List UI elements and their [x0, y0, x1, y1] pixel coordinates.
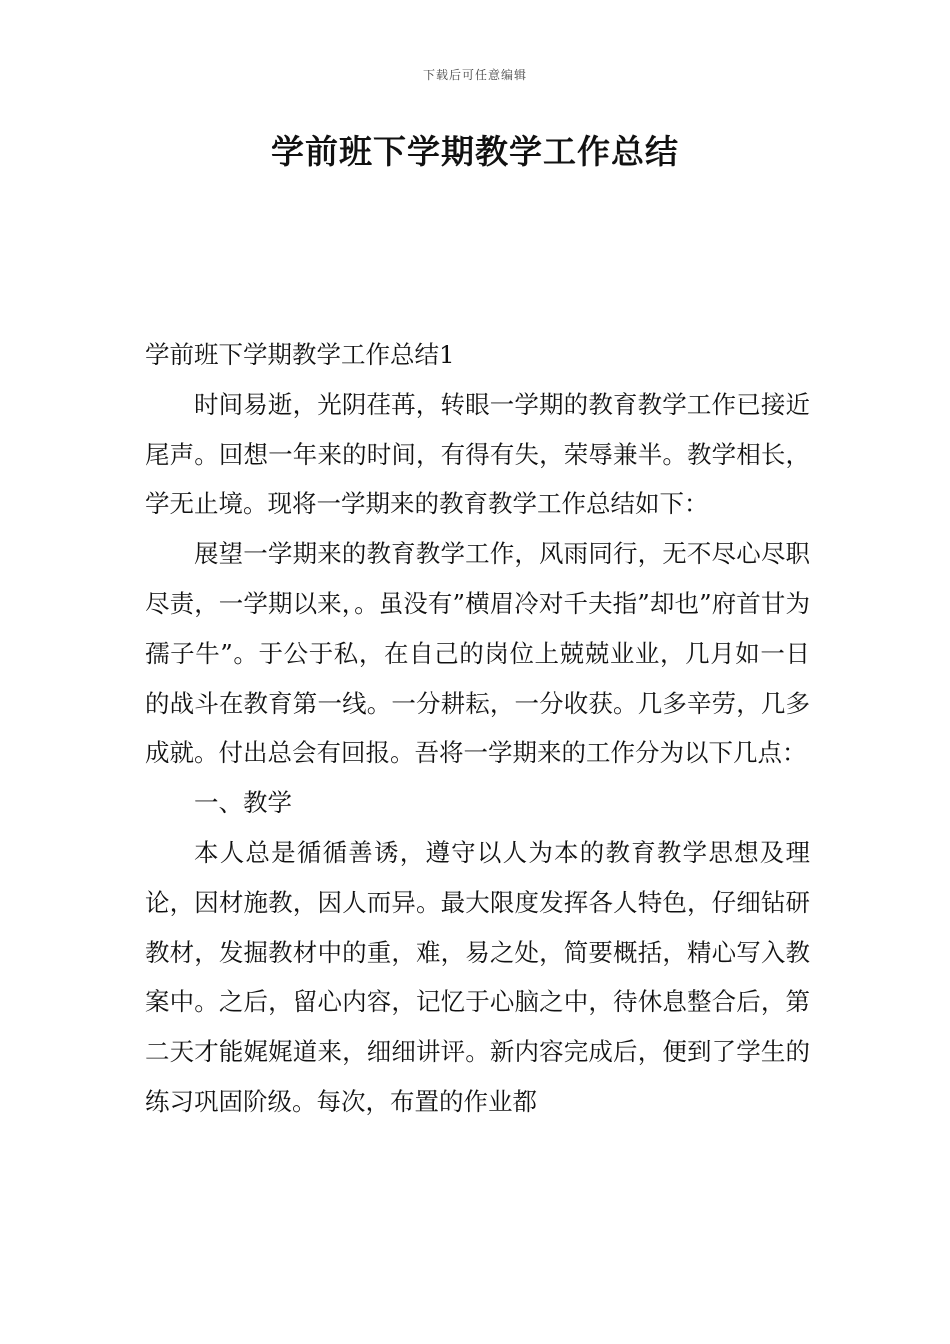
document-body [145, 330, 810, 1127]
subsection-heading-teaching: 一、教学 [194, 788, 292, 818]
document-title: 学前班下学期教学工作总结 [271, 132, 679, 171]
paragraph-2: 展望一学期来的教育教学工作，风雨同行，无不尽心尽职尽责，一学期以来，。虽没有”横眉冷对千夫指”却也”府首甘为孺子牛”。于公于私，在自己的岗位上兢兢业业，几月如一日的战斗在教育第一线。一分耕耘，一分收获。几多辛劳，几多成就。付出总会有回报。吾将一学期来的工作分为以下几点： [145, 539, 810, 768]
header-note: 下载后可任意编辑 [422, 68, 527, 82]
paragraph-3: 本人总是循循善诱，遵守以人为本的教育教学思想及理论，因材施教，因人而异。最大限度发挥各人特色，仔细钻研教材，发掘教材中的重，难，易之处，简要概括，精心写入教案中。之后，留心内容，记忆于心脑之中，待休息整合后，第二天才能娓娓道来，细细讲评。新内容完成后，便到了学生的练习巩固阶级。每次，布置的作业都 [145, 837, 810, 1116]
section-title: 学前班下学期教学工作总结1 [145, 340, 455, 369]
paragraph-1: 时间易逝，光阴荏苒，转眼一学期的教育教学工作已接近尾声。回想一年来的时间，有得有失，荣辱兼半。教学相长，学无止境。现将一学期来的教育教学工作总结如下： [145, 389, 810, 519]
